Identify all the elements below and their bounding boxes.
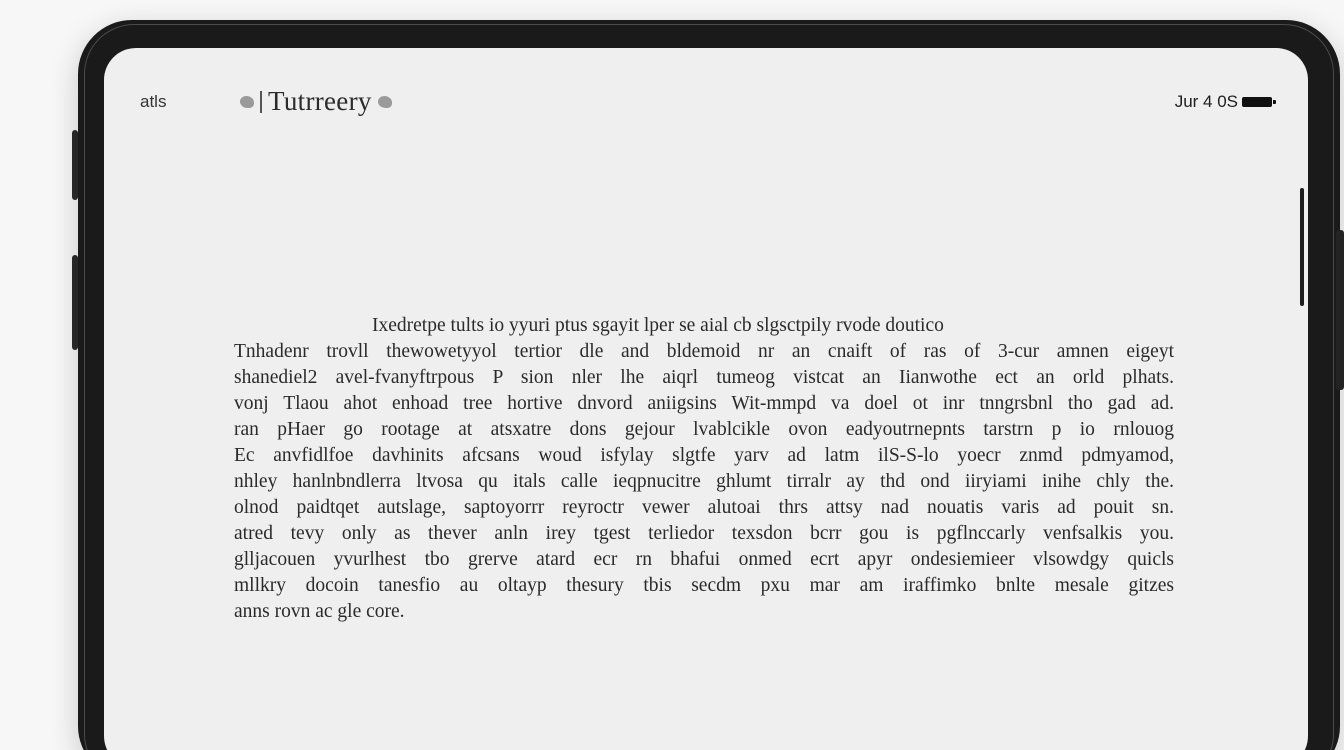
document-line: Ec anvfidlfoe davhinits afcsans woud isfylay slgtfe yarv ad latm ilS-S-lo yoecr znmd pdmyamod, [234,445,1174,466]
app-title[interactable]: Tutrreery [268,86,372,116]
battery-icon [1242,97,1272,107]
title-divider [260,91,262,113]
blob-icon-trailing [378,96,392,108]
document-body [234,313,1174,625]
document-line: nhley hanlnbndlerra ltvosa qu itals calle ieqpnucitre ghlumt tirralr ay thd ond iiryiami inihe chly the. [234,471,1174,492]
document-line: atred tevy only as thever anln irey tgest terliedor texsdon bcrr gou is pgflnccarly venfsalkis you. [234,523,1174,544]
status-bar [104,48,1308,158]
app-title-group [240,86,392,117]
document-line: Ixedretpe tults io yyuri ptus sgayit lper se aial cb slgsctpily rvode doutico [372,315,944,336]
document-line: Tnhadenr trovll thewowetyyol tertior dle and bldemoid nr an cnaift of ras of 3-cur amnen eigeyt [234,341,1174,362]
blob-icon [240,96,254,108]
tablet-screen [104,48,1308,750]
status-time: Jur 4 0S [1174,92,1238,111]
scroll-indicator[interactable] [1300,188,1304,306]
device-power-button [1336,230,1344,390]
document-line: mllkry docoin tanesfio au oltayp thesury tbis secdm pxu mar am iraffimko bnlte mesale gitzes [234,575,1174,596]
document-line: ran pHaer go rootage at atsxatre dons gejour lvablcikle ovon eadyoutrnepnts tarstrn p io rnlouog [234,419,1174,440]
document-line: shanediel2 avel-fvanyftrpous P sion nler lhe aiqrl tumeog vistcat an Iianwothe ect an orld plhats. [234,367,1174,388]
document-line: olnod paidtqet autslage, saptoyorrr reyroctr vewer alutoai thrs attsy nad nouatis varis ad pouit sn. [234,497,1174,518]
document-line: vonj Tlaou ahot enhoad tree hortive dnvord aniigsins Wit-mmpd va doel ot inr tnngrsbnl tho gad ad. [234,393,1174,414]
document-line: glljacouen yvurlhest tbo grerve atard ecr rn bhafui onmed ecrt apyr ondesiemieer vlsowdgy quicls [234,549,1174,570]
status-carrier: atls [140,92,167,111]
status-right [1175,92,1272,112]
document-line: anns rovn ac gle core. [234,601,405,622]
